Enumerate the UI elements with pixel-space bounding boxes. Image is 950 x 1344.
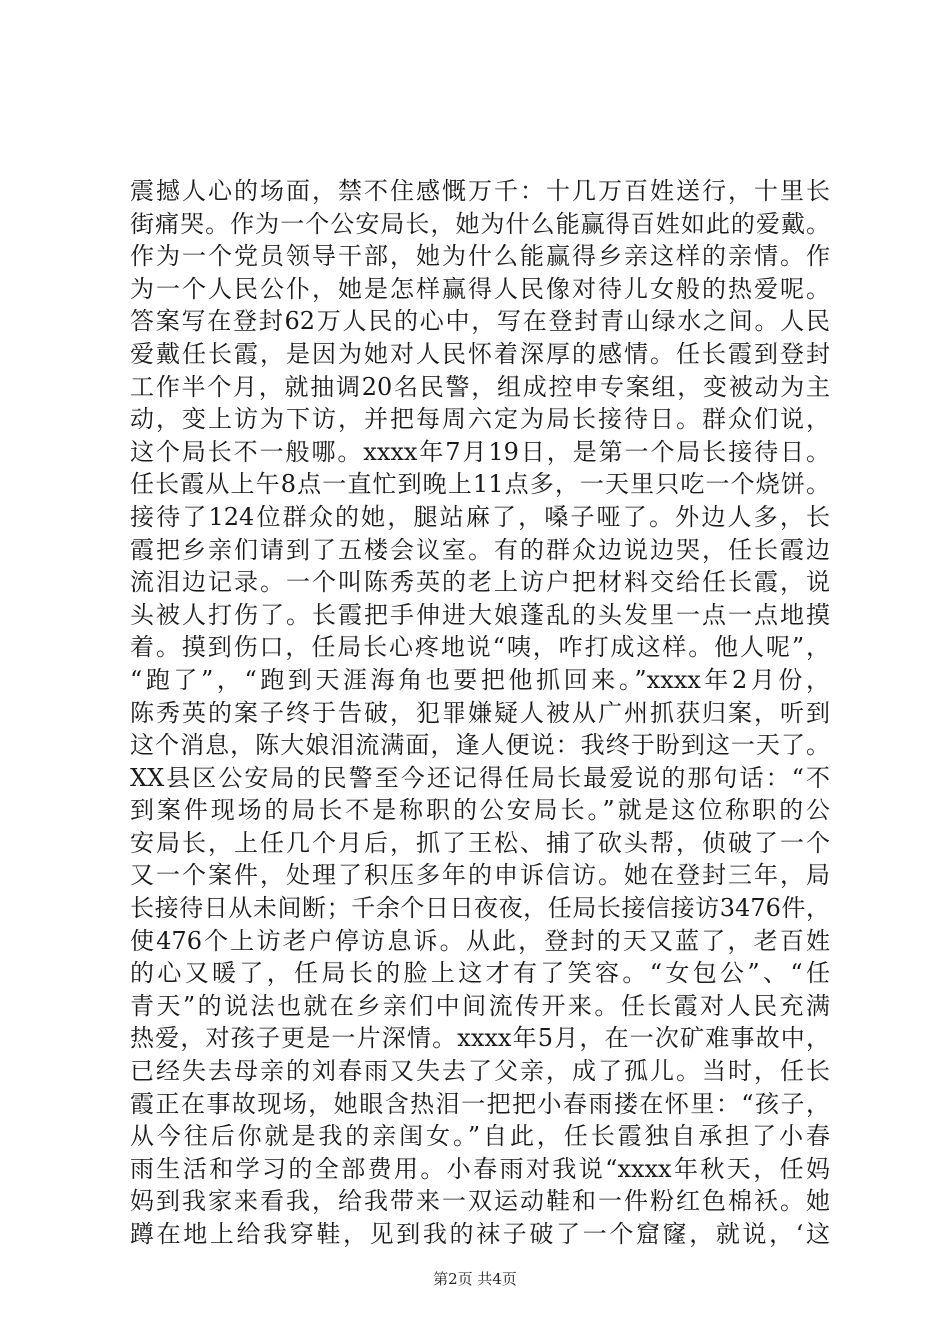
text-line: 又一个案件，处理了积压多年的申诉信访。她在登封三年，局 (130, 861, 830, 890)
text-line: 这个消息，陈大娘泪流满面，逢人便说：我终于盼到这一天了。 (130, 731, 830, 760)
text-line: 蹲在地上给我穿鞋，见到我的袜子破了一个窟窿，就说，‘这 (130, 1220, 830, 1248)
text-line: 已经失去母亲的刘春雨又失去了父亲，成了孤儿。当时，任长 (130, 1057, 830, 1086)
text-line: “跑了”，“跑到天涯海角也要把他抓回来。”xxxx年2月份， (130, 665, 830, 694)
text-line: 这个局长不一般哪。xxxx年7月19日，是第一个局长接待日。 (130, 437, 830, 466)
text-line: XX县区公安局的民警至今还记得任局长最爱说的那句话：“不 (130, 763, 830, 792)
text-line: 为一个人民公仆，她是怎样赢得人民像对待儿女般的热爱呢。 (130, 274, 830, 303)
text-line: 妈到我家来看我，给我带来一双运动鞋和一件粉红色棉袄。她 (130, 1187, 830, 1216)
text-line: 的心又暖了，任局长的脸上这才有了笑容。“女包公”、“任 (130, 959, 830, 988)
text-line: 爱戴任长霞，是因为她对人民怀着深厚的感情。任长霞到登封 (130, 339, 830, 368)
text-line: 到案件现场的局长不是称职的公安局长。”就是这位称职的公 (130, 796, 830, 825)
text-line: 流泪边记录。一个叫陈秀英的老上访户把材料交给任长霞，说 (130, 568, 830, 597)
text-line: 霞把乡亲们请到了五楼会议室。有的群众边说边哭，任长霞边 (130, 535, 830, 564)
text-line: 霞正在事故现场，她眼含热泪一把把小春雨搂在怀里：“孩子， (130, 1089, 830, 1118)
text-line: 动，变上访为下访，并把每周六定为局长接待日。群众们说， (130, 405, 830, 434)
text-line: 青天”的说法也就在乡亲们中间流传开来。任长霞对人民充满 (130, 991, 830, 1020)
text-line: 长接待日从未间断；千余个日日夜夜，任局长接信接访3476件， (130, 894, 830, 923)
body-text (130, 175, 830, 1251)
text-line: 头被人打伤了。长霞把手伸进大娘蓬乱的头发里一点一点地摸 (130, 600, 830, 629)
text-line: 从今往后你就是我的亲闺女。”自此，任长霞独自承担了小春 (130, 1122, 830, 1151)
text-line: 着。摸到伤口，任局长心疼地说“咦，咋打成这样。他人呢”， (130, 633, 830, 662)
text-line: 安局长，上任几个月后，抓了王松、捕了砍头帮，侦破了一个 (130, 828, 830, 857)
text-line: 热爱，对孩子更是一片深情。xxxx年5月，在一次矿难事故中， (130, 1024, 830, 1053)
text-line: 答案写在登封62万人民的心中，写在登封青山绿水之间。人民 (130, 307, 830, 336)
text-line: 震撼人心的场面，禁不住感慨万千：十几万百姓送行，十里长 (130, 177, 830, 205)
text-line: 使476个上访老户停访息诉。从此，登封的天又蓝了，老百姓 (130, 926, 830, 955)
text-line: 接待了124位群众的她，腿站麻了，嗓子哑了。外边人多，长 (130, 502, 830, 531)
text-line: 街痛哭。作为一个公安局长，她为什么能赢得百姓如此的爱戴。 (130, 209, 830, 238)
text-line: 工作半个月，就抽调20名民警，组成控申专案组，变被动为主 (130, 372, 830, 401)
text-line: 陈秀英的案子终于告破，犯罪嫌疑人被从广州抓获归案，听到 (130, 698, 830, 727)
text-line: 作为一个党员领导干部，她为什么能赢得乡亲这样的亲情。作 (130, 242, 830, 271)
text-line: 雨生活和学习的全部费用。小春雨对我说“xxxx年秋天，任妈 (130, 1154, 830, 1183)
page-footer: 第2页 共4页 (433, 1270, 517, 1288)
text-line: 任长霞从上午8点一直忙到晚上11点多，一天里只吃一个烧饼。 (130, 470, 830, 499)
